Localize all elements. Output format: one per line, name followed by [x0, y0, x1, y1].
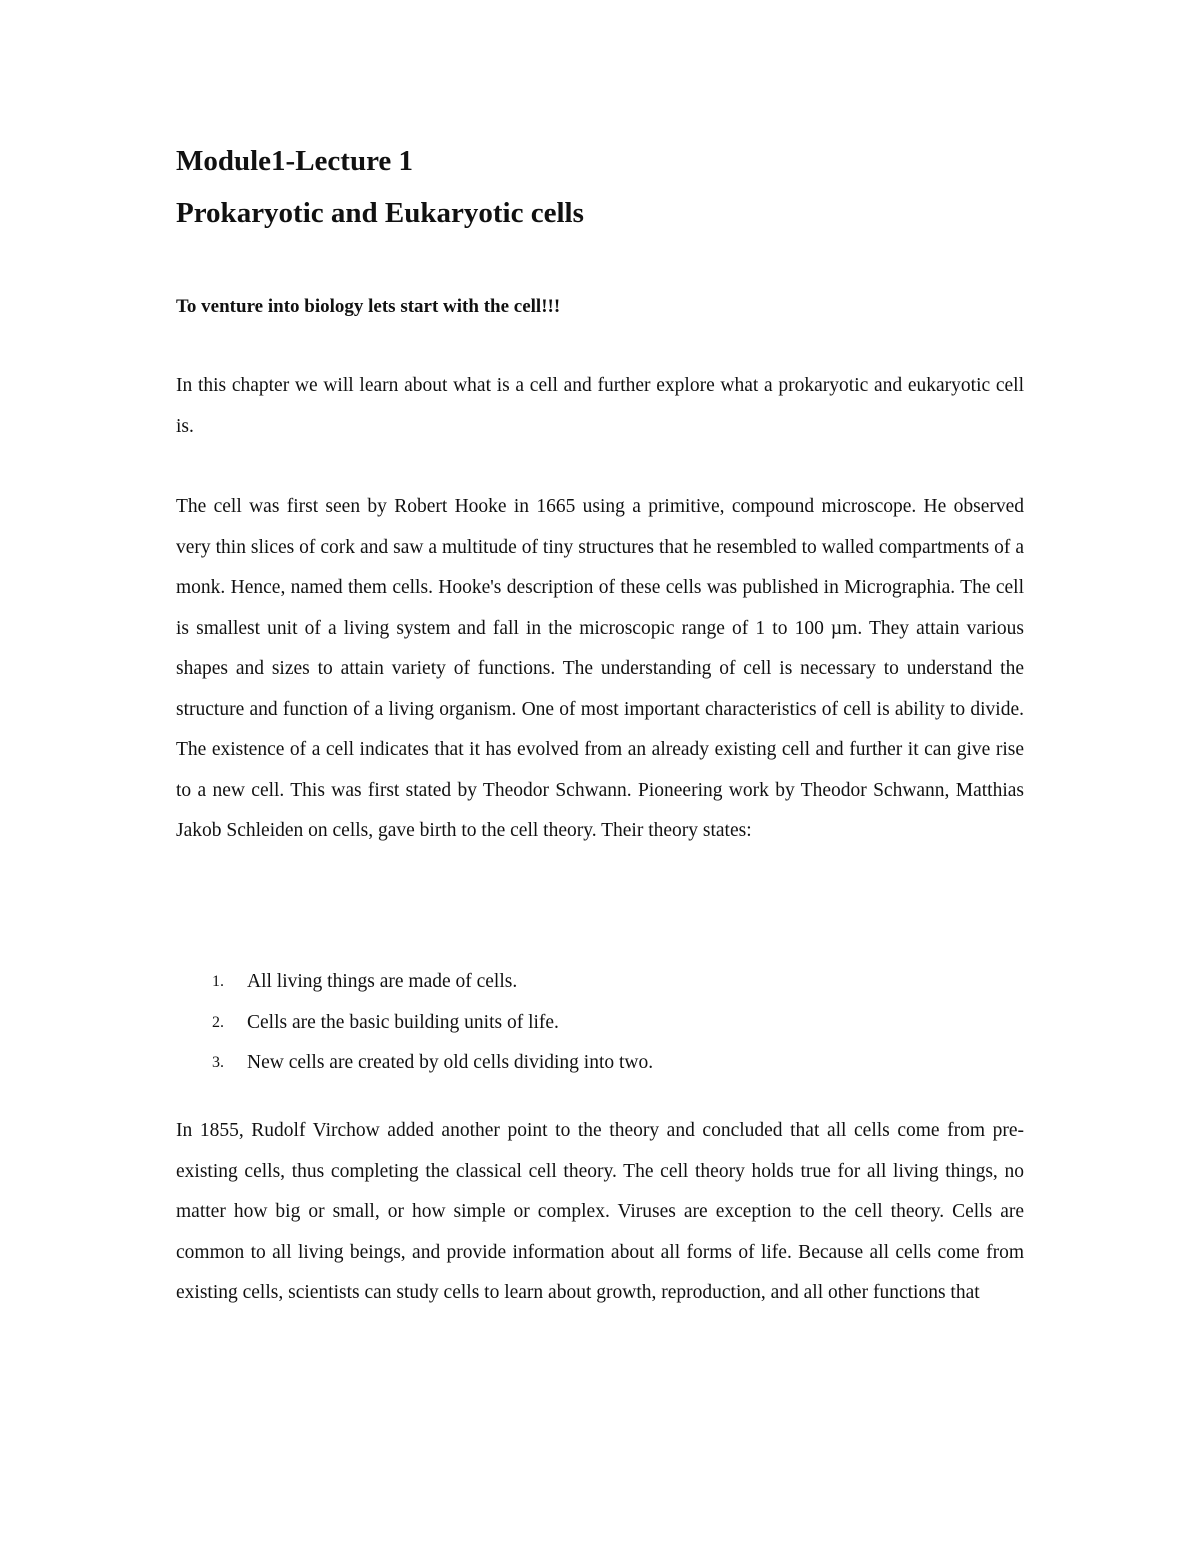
lecture-topic-title: Prokaryotic and Eukaryotic cells: [176, 197, 584, 229]
list-item-text: Cells are the basic building units of life.: [247, 1011, 559, 1033]
list-item-number: 2.: [212, 1013, 224, 1031]
document-page: [176, 140, 1024, 1303]
list-item-text: All living things are made of cells.: [247, 971, 518, 992]
virchow-paragraph: In 1855, Rudolf Virchow added another point to the theory and concluded that all cells come from pre-existing cells, thus completing the classical cell theory. The cell theory holds true for all living things, no matter how big or small, or how simple or complex. Viruses are exception to the cell theory. Cells are common to all living beings, and provide information about all forms of life. Because all cells come from existing cells, scientists can study cells to learn about growth, reproduction, and all other functions that: [176, 1120, 1024, 1303]
cell-theory-list: [176, 962, 653, 1084]
section-subtitle: To venture into biology lets start with the cell!!!: [176, 296, 561, 317]
module-title: Module1-Lecture 1: [176, 145, 414, 177]
history-paragraph: The cell was first seen by Robert Hooke in 1665 using a primitive, compound microscope. He observed very thin slices of cork and saw a multitude of tiny structures that he resembled to walled compartments of a monk. Hence, named them cells. Hooke's description of these cells was published in Micrographia. The cell is smallest unit of a living system and fall in the microscopic range of 1 to 100 µm. They attain various shapes and sizes to attain variety of functions. The understanding of cell is necessary to understand the structure and function of a living organism. One of most important characteristics of cell is ability to divide. The existence of a cell indicates that it has evolved from an already existing cell and further it can give rise to a new cell. This was first stated by Theodor Schwann. Pioneering work by Theodor Schwann, Matthias Jakob Schleiden on cells, gave birth to the cell theory. Their theory states:: [176, 496, 1024, 841]
list-item: [176, 962, 653, 1003]
intro-paragraph: In this chapter we will learn about what is a cell and further explore what a prokaryotic and eukaryotic cell is.: [176, 375, 1024, 437]
list-item-number: 3.: [212, 1054, 224, 1071]
list-item-number: 1.: [212, 973, 224, 990]
list-item-text: New cells are created by old cells dividing into two.: [247, 1052, 654, 1073]
list-item: [176, 1003, 653, 1044]
list-item: [176, 1043, 653, 1084]
